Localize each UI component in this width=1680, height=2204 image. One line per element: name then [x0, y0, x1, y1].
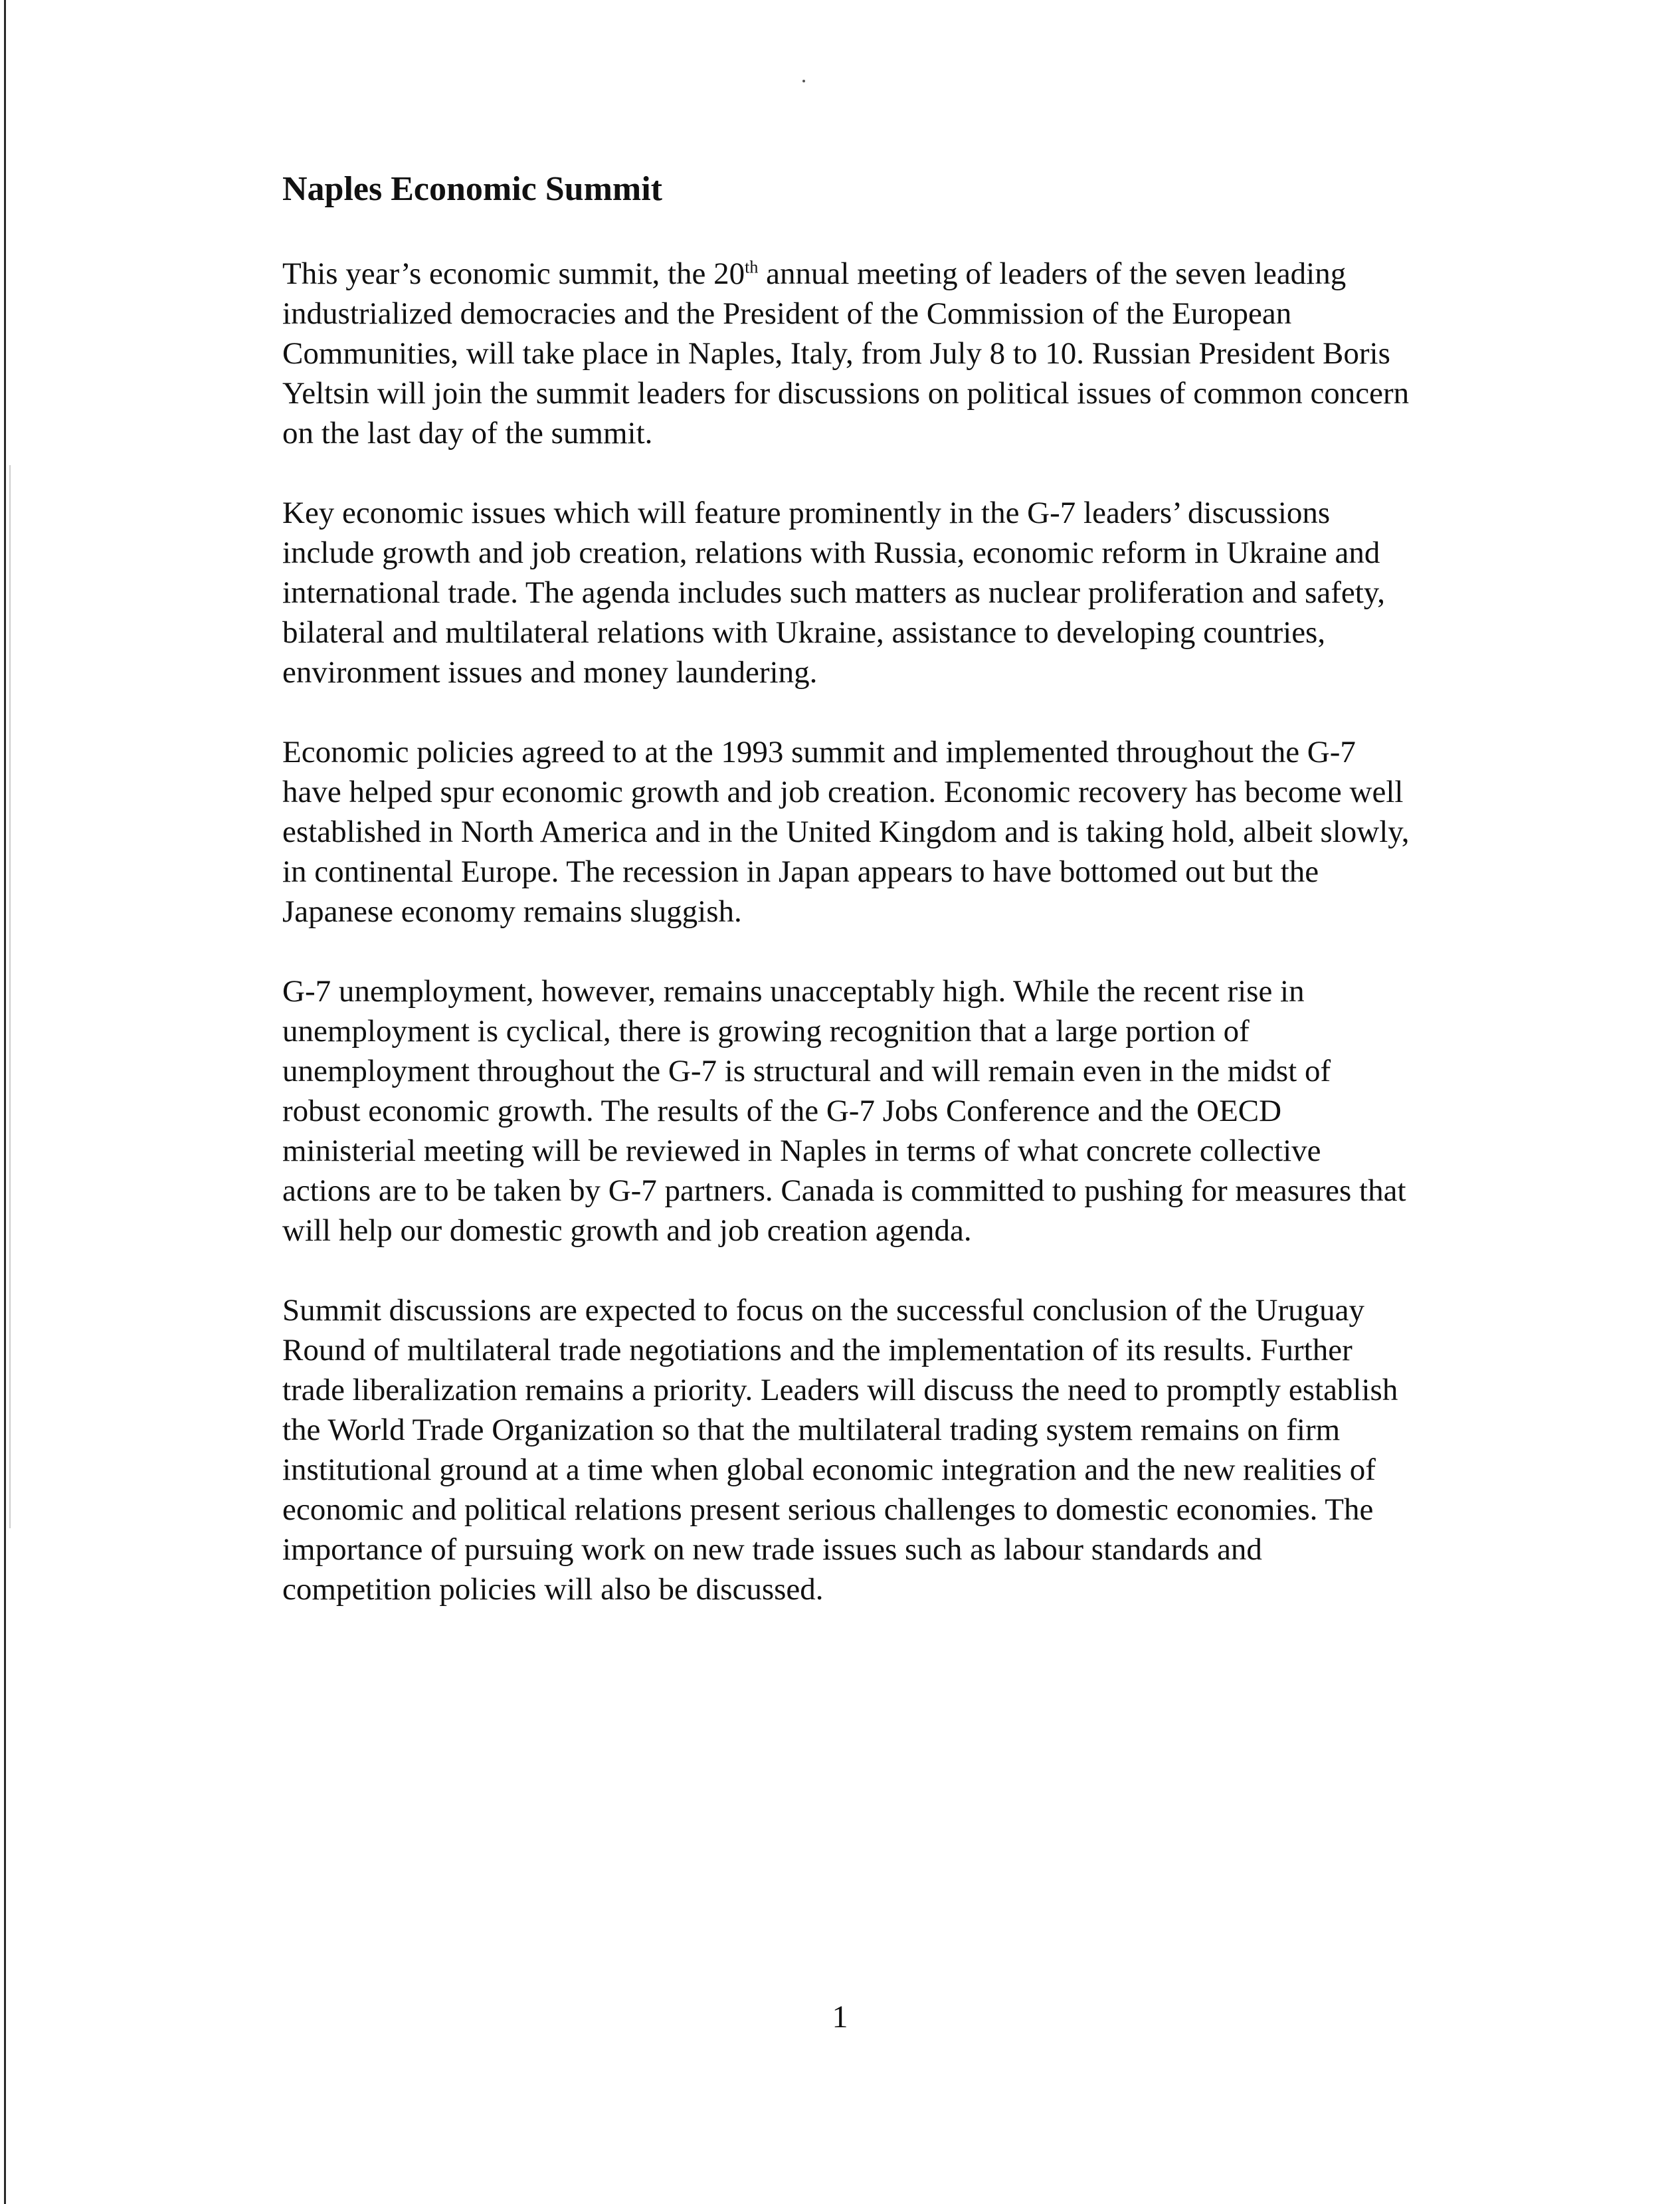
scan-left-shadow: [9, 465, 11, 1528]
scan-left-edge: [4, 0, 6, 2204]
scan-speck: [802, 80, 805, 82]
paragraph-trade: Summit discussions are expected to focus on the successful conclusion of the Uruguay Round of multilateral trade negotiations and the implementation of its results. Further trade liberalization remains a priority. Leaders will discuss the need to promptly establish the World Trade Organization so that the multilateral trading system remains on firm institutional ground at a time when global economic integration and the new realities of economic and political relations present serious challenges to domestic economies. The importance of pursuing work on new trade issues such as labour standards and competition policies will also be discussed.: [282, 1293, 1398, 1607]
paragraph-key-issues: Key economic issues which will feature prominently in the G-7 leaders’ discussions include growth and job creation, relations with Russia, economic reform in Ukraine and international trade. The agenda includes such matters as nuclear proliferation and safety, bilateral and multilateral relations with Ukraine, assistance to developing countries, environment issues and money laundering.: [282, 496, 1386, 690]
document-title: Naples Economic Summit: [282, 170, 662, 208]
paragraph-unemployment: G-7 unemployment, however, remains unacceptably high. While the recent rise in unemployment is cyclical, there is growing recognition that a large portion of unemployment throughout the G-7 is structural and will remain even in the midst of robust economic growth. The results of the G-7 Jobs Conference and the OECD ministerial meeting will be reviewed in Naples in terms of what concrete collective actions are to be taken by G-7 partners. Canada is committed to pushing for measures that will help our domestic growth and job creation agenda.: [282, 974, 1406, 1248]
paragraph-intro-text-a: This year’s economic summit, the 20: [282, 256, 745, 291]
paragraph-economic-policies: Economic policies agreed to at the 1993 summit and implemented throughout the G-7 have helped spur economic growth and job creation. Economic recovery has become well established in North America and in the United Kingdom and is taking hold, albeit slowly, in continental Europe. The recession in Japan appears to have bottomed out but the Japanese economy remains sluggish.: [282, 735, 1410, 929]
document-body: [282, 166, 1412, 1649]
paragraph-intro: [282, 254, 1412, 453]
paragraph-intro-text-b: annual meeting of leaders of the seven leading industrialized democracies and the President of the Commission of the European Communities, will take place in Naples, Italy, from July 8 to 10. Russian President Boris Yeltsin will join the summit leaders for discussions on political issues of common concern on the last day of the summit.: [282, 256, 1410, 451]
ordinal-superscript: th: [745, 257, 759, 277]
page-number: 1: [832, 1999, 848, 2035]
